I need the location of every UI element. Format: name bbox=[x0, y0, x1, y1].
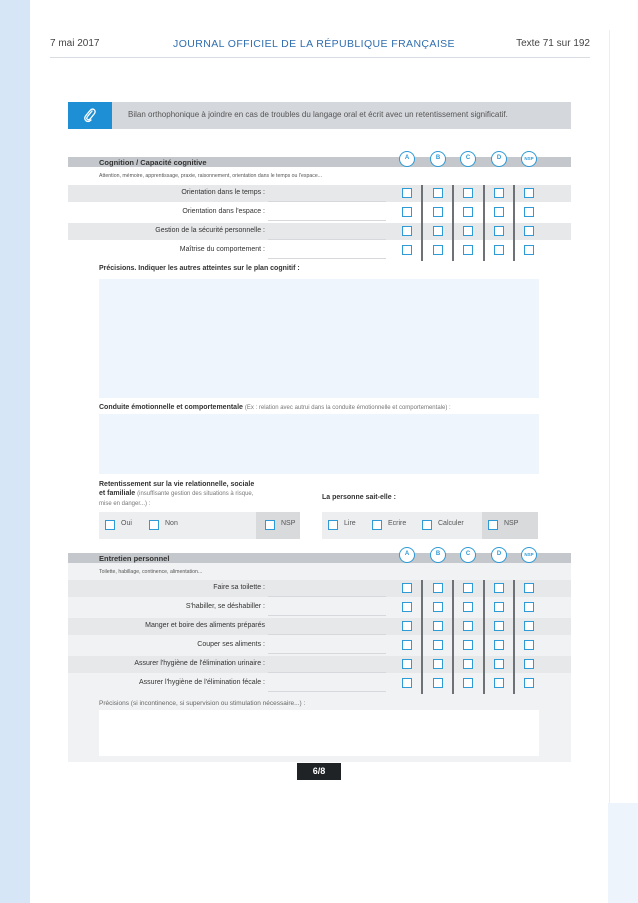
page-header bbox=[50, 38, 590, 52]
entretien-checkbox-b[interactable] bbox=[433, 583, 443, 593]
cognition-checkbox-c[interactable] bbox=[463, 226, 473, 236]
cognition-row bbox=[68, 223, 571, 240]
cognition-column-separator bbox=[513, 223, 515, 242]
entretien-column-separator bbox=[452, 618, 454, 637]
entretien-row-label: Faire sa toilette : bbox=[213, 584, 265, 591]
entretien-row bbox=[68, 599, 571, 616]
entretien-checkbox-nsp[interactable] bbox=[524, 678, 534, 688]
cognition-checkbox-a[interactable] bbox=[402, 226, 412, 236]
entretien-checkbox-c[interactable] bbox=[463, 678, 473, 688]
entretien-column-separator bbox=[483, 580, 485, 599]
cognition-column-separator bbox=[513, 204, 515, 223]
entretien-row-label: Couper ses aliments : bbox=[197, 641, 265, 648]
cognition-column-separator bbox=[513, 185, 515, 204]
entretien-row-underline bbox=[268, 596, 386, 597]
cognition-column-separator bbox=[483, 242, 485, 261]
entretien-row-label: S'habiller, se déshabiller : bbox=[185, 603, 265, 610]
header-journal-title: JOURNAL OFFICIEL DE LA RÉPUBLIQUE FRANÇAISE bbox=[173, 38, 455, 50]
cognition-checkbox-a[interactable] bbox=[402, 207, 412, 217]
entretien-row-underline bbox=[268, 653, 386, 654]
entretien-checkbox-a[interactable] bbox=[402, 640, 412, 650]
entretien-column-d-badge: D bbox=[491, 547, 507, 563]
cognition-column-a-badge: A bbox=[399, 151, 415, 167]
cognition-subtitle: Attention, mémoire, apprentissage, praxie, raisonnement, orientation dans le temps ou l'espace... bbox=[99, 173, 323, 179]
left-margin-band bbox=[0, 0, 30, 903]
entretien-column-separator bbox=[513, 618, 515, 637]
entretien-checkbox-nsp[interactable] bbox=[524, 621, 534, 631]
non-checkbox[interactable] bbox=[149, 520, 159, 530]
entretien-column-separator bbox=[483, 618, 485, 637]
entretien-checkbox-d[interactable] bbox=[494, 678, 504, 688]
entretien-checkbox-nsp[interactable] bbox=[524, 602, 534, 612]
cognition-checkbox-nsp[interactable] bbox=[524, 226, 534, 236]
entretien-row-underline bbox=[268, 691, 386, 692]
right-edge-line bbox=[609, 30, 610, 873]
cognition-column-separator bbox=[452, 185, 454, 204]
entretien-row-underline bbox=[268, 615, 386, 616]
entretien-column-separator bbox=[483, 599, 485, 618]
cognition-column-c-badge: C bbox=[460, 151, 476, 167]
cognition-column-separator bbox=[483, 185, 485, 204]
ecrire-label: Ecrire bbox=[388, 520, 407, 527]
entretien-column-separator bbox=[421, 580, 423, 599]
retentissement-label bbox=[99, 480, 254, 509]
entretien-column-separator bbox=[513, 656, 515, 675]
entretien-column-separator bbox=[513, 637, 515, 656]
entretien-row bbox=[68, 656, 571, 673]
entretien-checkbox-nsp[interactable] bbox=[524, 583, 534, 593]
oui-label: Oui bbox=[121, 520, 132, 527]
entretien-column-b-badge: B bbox=[430, 547, 446, 563]
cognition-row bbox=[68, 242, 571, 259]
cognition-column-separator bbox=[421, 223, 423, 242]
entretien-column-separator bbox=[421, 637, 423, 656]
conduite-field[interactable] bbox=[99, 414, 539, 474]
entretien-checkbox-b[interactable] bbox=[433, 640, 443, 650]
entretien-checkbox-c[interactable] bbox=[463, 583, 473, 593]
cognition-checkbox-nsp[interactable] bbox=[524, 245, 534, 255]
cognition-column-separator bbox=[483, 204, 485, 223]
entretien-column-separator bbox=[513, 675, 515, 694]
entretien-column-separator bbox=[421, 675, 423, 694]
entretien-row-underline bbox=[268, 634, 386, 635]
cognition-row-underline bbox=[268, 239, 386, 240]
entretien-checkbox-d[interactable] bbox=[494, 640, 504, 650]
cognition-column-separator bbox=[421, 185, 423, 204]
personne-options bbox=[322, 512, 538, 539]
cognition-column-d-badge: D bbox=[491, 151, 507, 167]
entretien-row-label: Assurer l'hygiène de l'élimination fécale : bbox=[138, 679, 265, 686]
entretien-column-separator bbox=[452, 599, 454, 618]
entretien-column-separator bbox=[421, 599, 423, 618]
entretien-row bbox=[68, 618, 571, 635]
entretien-column-c-badge: C bbox=[460, 547, 476, 563]
entretien-column-separator bbox=[421, 618, 423, 637]
retentissement-line1: Retentissement sur la vie relationnelle, sociale bbox=[99, 481, 255, 488]
banner-title: Bilan orthophonique à joindre en cas de troubles du langage oral et écrit avec un retentissement significatif. bbox=[128, 110, 508, 119]
entretien-column-separator bbox=[483, 656, 485, 675]
entretien-checkbox-b[interactable] bbox=[433, 678, 443, 688]
bottom-right-corner bbox=[608, 803, 638, 903]
cognition-row-underline bbox=[268, 201, 386, 202]
entretien-row bbox=[68, 580, 571, 597]
cognition-column-b-badge: B bbox=[430, 151, 446, 167]
lire-label: Lire bbox=[344, 520, 356, 527]
entretien-column-separator bbox=[452, 580, 454, 599]
entretien-subtitle: Toilette, habillage, continence, alimentation... bbox=[99, 569, 203, 575]
entretien-checkbox-b[interactable] bbox=[433, 659, 443, 669]
calculer-label: Calculer bbox=[438, 520, 464, 527]
cognition-checkbox-nsp[interactable] bbox=[524, 207, 534, 217]
cognition-checkbox-a[interactable] bbox=[402, 245, 412, 255]
cognition-column-separator bbox=[483, 223, 485, 242]
cognition-checkbox-b[interactable] bbox=[433, 226, 443, 236]
cognition-precisions-label bbox=[99, 265, 300, 272]
entretien-checkbox-d[interactable] bbox=[494, 583, 504, 593]
entretien-checkbox-a[interactable] bbox=[402, 621, 412, 631]
orthophonic-form bbox=[68, 102, 571, 762]
entretien-checkbox-b[interactable] bbox=[433, 621, 443, 631]
cognition-column-separator bbox=[421, 204, 423, 223]
cognition-row bbox=[68, 204, 571, 221]
oui-checkbox[interactable] bbox=[105, 520, 115, 530]
entretien-row-label: Assurer l'hygiène de l'élimination urinaire : bbox=[134, 660, 265, 667]
retentissement-nsp-label: NSP bbox=[281, 520, 296, 527]
cognition-column-nsp-badge: NSP bbox=[521, 151, 537, 167]
cognition-checkbox-c[interactable] bbox=[463, 245, 473, 255]
non-label: Non bbox=[165, 520, 178, 527]
cognition-column-separator bbox=[452, 223, 454, 242]
entretien-column-separator bbox=[452, 675, 454, 694]
cognition-row-label: Maîtrise du comportement : bbox=[179, 246, 265, 253]
cognition-precisions-field[interactable] bbox=[99, 279, 539, 398]
entretien-column-a-badge: A bbox=[399, 547, 415, 563]
entretien-precisions-label: Précisions (si incontinence, si supervision ou stimulation nécessaire...) : bbox=[99, 700, 306, 707]
personne-label-text: La personne sait-elle : bbox=[322, 494, 396, 501]
entretien-checkbox-d[interactable] bbox=[494, 621, 504, 631]
entretien-title: Entretien personnel bbox=[99, 554, 170, 563]
cognition-checkbox-a[interactable] bbox=[402, 188, 412, 198]
retentissement-options bbox=[99, 512, 300, 539]
entretien-column-separator bbox=[452, 656, 454, 675]
entretien-column-separator bbox=[513, 599, 515, 618]
cognition-checkbox-b[interactable] bbox=[433, 188, 443, 198]
entretien-column-separator bbox=[513, 580, 515, 599]
retentissement-line2: et familiale bbox=[99, 490, 136, 497]
page-number: 6/8 bbox=[297, 763, 341, 780]
lire-checkbox[interactable] bbox=[328, 520, 338, 530]
conduite-label bbox=[99, 404, 451, 411]
cognition-row bbox=[68, 185, 571, 202]
header-date: 7 mai 2017 bbox=[50, 38, 100, 49]
cognition-column-separator bbox=[421, 242, 423, 261]
cognition-title: Cognition / Capacité cognitive bbox=[99, 158, 207, 167]
cognition-checkbox-b[interactable] bbox=[433, 245, 443, 255]
entretien-checkbox-d[interactable] bbox=[494, 602, 504, 612]
header-divider bbox=[50, 57, 590, 58]
entretien-checkbox-a[interactable] bbox=[402, 583, 412, 593]
retentissement-hint2: mise en danger...) : bbox=[99, 501, 151, 507]
conduite-hint: (Ex : relation avec autrui dans la conduite émotionnelle et comportementale) : bbox=[244, 405, 451, 411]
cognition-row-underline bbox=[268, 258, 386, 259]
entretien-precisions-field[interactable] bbox=[99, 710, 539, 756]
entretien-checkbox-a[interactable] bbox=[402, 678, 412, 688]
cognition-checkbox-c[interactable] bbox=[463, 207, 473, 217]
entretien-row bbox=[68, 675, 571, 692]
cognition-checkbox-d[interactable] bbox=[494, 207, 504, 217]
calculer-checkbox[interactable] bbox=[422, 520, 432, 530]
personne-nsp-checkbox[interactable] bbox=[488, 520, 498, 530]
cognition-checkbox-d[interactable] bbox=[494, 245, 504, 255]
retentissement-hint1: (insuffisante gestion des situations à risque, bbox=[137, 491, 254, 497]
entretien-row bbox=[68, 637, 571, 654]
cognition-precisions-text: Précisions. Indiquer les autres atteintes sur le plan cognitif : bbox=[99, 265, 300, 272]
entretien-column-separator bbox=[452, 637, 454, 656]
cognition-checkbox-d[interactable] bbox=[494, 226, 504, 236]
cognition-row-underline bbox=[268, 220, 386, 221]
personne-nsp-label: NSP bbox=[504, 520, 519, 527]
entretien-checkbox-b[interactable] bbox=[433, 602, 443, 612]
cognition-checkbox-b[interactable] bbox=[433, 207, 443, 217]
entretien-checkbox-a[interactable] bbox=[402, 659, 412, 669]
cognition-checkbox-nsp[interactable] bbox=[524, 188, 534, 198]
entretien-row-label: Manger et boire des aliments préparés bbox=[145, 622, 265, 629]
entretien-checkbox-a[interactable] bbox=[402, 602, 412, 612]
entretien-checkbox-c[interactable] bbox=[463, 621, 473, 631]
form-banner bbox=[68, 102, 571, 129]
cognition-row-label: Orientation dans le temps : bbox=[181, 189, 265, 196]
conduite-label-text: Conduite émotionnelle et comportementale bbox=[99, 404, 243, 411]
entretien-column-separator bbox=[421, 656, 423, 675]
entretien-checkbox-nsp[interactable] bbox=[524, 659, 534, 669]
entretien-checkbox-nsp[interactable] bbox=[524, 640, 534, 650]
cognition-checkbox-c[interactable] bbox=[463, 188, 473, 198]
cognition-row-label: Orientation dans l'espace : bbox=[182, 208, 265, 215]
entretien-column-separator bbox=[483, 637, 485, 656]
entretien-checkbox-c[interactable] bbox=[463, 602, 473, 612]
cognition-column-separator bbox=[513, 242, 515, 261]
cognition-row-label: Gestion de la sécurité personnelle : bbox=[155, 227, 265, 234]
personne-label bbox=[322, 494, 396, 501]
header-text-number: Texte 71 sur 192 bbox=[516, 38, 590, 49]
cognition-column-separator bbox=[452, 204, 454, 223]
paperclip-icon bbox=[83, 107, 97, 123]
cognition-checkbox-d[interactable] bbox=[494, 188, 504, 198]
retentissement-nsp-checkbox[interactable] bbox=[265, 520, 275, 530]
entretien-checkbox-c[interactable] bbox=[463, 659, 473, 669]
entretien-checkbox-c[interactable] bbox=[463, 640, 473, 650]
entretien-checkbox-d[interactable] bbox=[494, 659, 504, 669]
ecrire-checkbox[interactable] bbox=[372, 520, 382, 530]
entretien-column-nsp-badge: NSP bbox=[521, 547, 537, 563]
entretien-row-underline bbox=[268, 672, 386, 673]
entretien-column-separator bbox=[483, 675, 485, 694]
cognition-column-separator bbox=[452, 242, 454, 261]
